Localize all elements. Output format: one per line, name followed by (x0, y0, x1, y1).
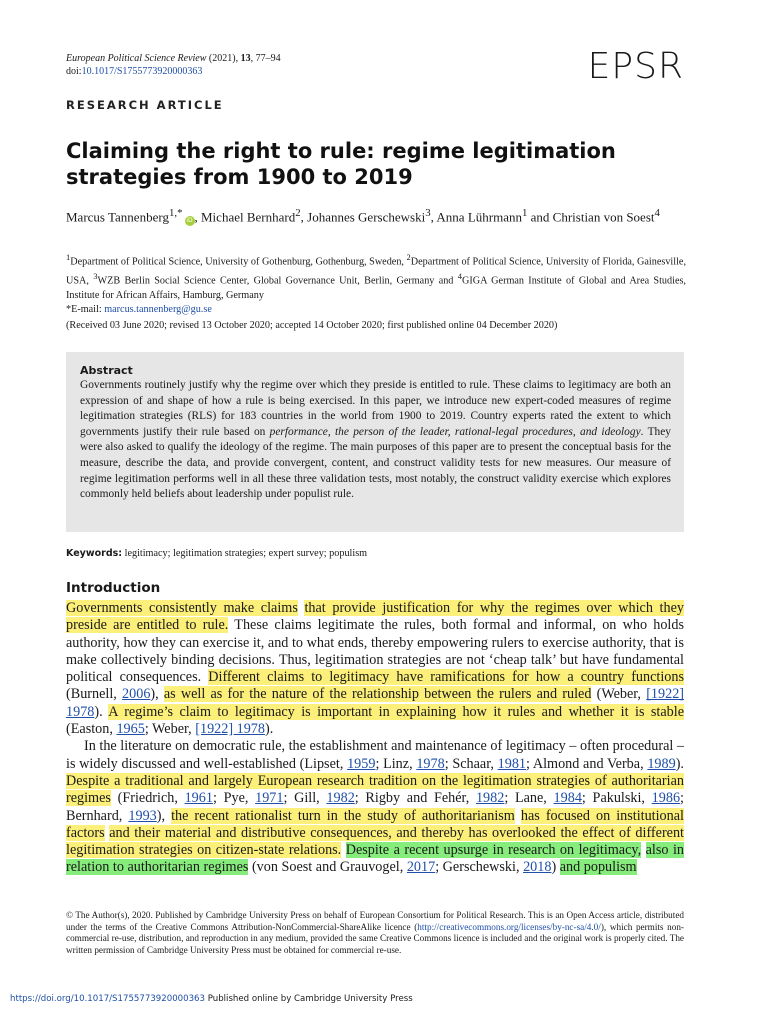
text: ; Linz, (375, 755, 417, 772)
affil-sup: 2 (406, 252, 411, 262)
abstract-italic: performance, the person of the leader, rational-legal procedures, and ideology (269, 425, 641, 438)
journal-citation (66, 52, 281, 78)
author-name: Marcus Tannenberg (66, 209, 169, 225)
journal-logo: EPSR (587, 46, 684, 87)
license-text: © The Author(s), 2020. Published by Cambridge University Press on behalf of European Consortium for Political Research. This is an Open Access article, distributed under the terms of the Creative Commons Attribution-NonCommercial-ShareAlike licence ( (66, 910, 684, 932)
citation-link[interactable]: 1982 (475, 790, 505, 807)
citation-link[interactable]: 1986 (651, 790, 681, 807)
affil-text: Department of Political Science, University of Florida, Gainesville, USA, (66, 256, 686, 287)
text: (Friedrich, (110, 790, 185, 807)
author-name: , Johannes Gerschewski (300, 209, 426, 225)
text: ; Schaar, (444, 755, 498, 772)
license-notice (66, 910, 684, 956)
article-type: RESEARCH ARTICLE (66, 98, 224, 112)
citation-link[interactable]: 1965 (116, 721, 145, 738)
highlight[interactable]: as well as for the nature of the relationship between the rulers and ruled (163, 686, 592, 703)
journal-volume: 13 (240, 53, 251, 64)
keywords-label: Keywords: (66, 548, 123, 559)
license-link[interactable]: http://creativecommons.org/licenses/by-nc-sa/4.0/ (417, 921, 601, 932)
citation-link[interactable]: 1978 (416, 755, 445, 772)
author-sup: 2 (295, 207, 301, 219)
citation-link[interactable]: 2018 (523, 859, 552, 876)
citation-link[interactable]: [1922] 1978 (66, 686, 685, 720)
text: ; Rigby and Fehér, (354, 790, 476, 807)
text: ; Lane, (504, 790, 554, 807)
body-text (66, 600, 684, 877)
paragraph (66, 600, 684, 738)
citation-link[interactable]: 1981 (497, 755, 526, 772)
citation-link[interactable]: 2017 (406, 859, 436, 876)
text (515, 808, 521, 824)
author-name: , Michael Bernhard (194, 209, 296, 225)
author-sup: 1,* (168, 207, 183, 219)
journal-year: (2021), (206, 53, 241, 64)
highlight[interactable]: and their material and distributive consequences, and thereby has overlooked the effect of different legitimation strategies on citizen-state relations. (66, 824, 684, 859)
citation-link[interactable]: [1922] 1978 (195, 721, 265, 738)
text: (Burnell, (66, 686, 123, 703)
page-footer (10, 994, 413, 1004)
text: These claims legitimate the rules, both formal and informal, on who holds authority, how they can exercise it, and to what ends, thereby empowering rulers to exercise authority, that is make collectively binding decisions. Thus, legitimation strategies are not ‘cheap talk’ but have fundamental political consequences. (66, 617, 684, 686)
keywords (66, 548, 367, 559)
text: ; Almond and Verba, (526, 755, 648, 772)
highlight[interactable]: A regime’s claim to legitimacy is important in explaining how it rules and whether it is stable (108, 703, 684, 720)
text: ; Weber, (144, 721, 196, 738)
text: ; Bernhard, (66, 790, 684, 824)
email-link[interactable]: marcus.tannenberg@gu.se (104, 303, 212, 315)
affiliations (66, 250, 686, 317)
highlight[interactable]: has focused on institutional factors (66, 807, 684, 841)
text: ; Gerschewski, (435, 859, 524, 876)
highlight-green[interactable]: Despite a recent upsurge in research on legitimacy, (345, 842, 642, 859)
text: (Easton, (66, 721, 117, 738)
footer-text: Published online by Cambridge University Press (205, 994, 413, 1004)
affil-sup: 4 (457, 271, 462, 282)
highlight[interactable]: the recent rationalist turn in the study of authoritarianism (171, 807, 515, 824)
abstract-part: . They were also asked to qualify the ideology of the regime. The main purposes of this paper are to present the conceptual basis for the measure, describe the data, and provide convergent, content, and construct validity tests for new measures. Our measure of regime legitimation performs well in all these three validation tests, most notably, the construct validity exercise which explores commonly held beliefs about leadership under populist rule. (80, 425, 671, 501)
highlight-green[interactable]: and populism (559, 859, 637, 876)
author-sup: 3 (425, 207, 431, 219)
abstract-part: Governments routinely justify why the regime over which they preside is entitled to rule. These claims to legitimacy are both an expression of and shape of how a rule is being exercised. In this paper, we introduce new expert-coded measures of regime legitimation strategies (RLS) for 183 countries in the world from 1900 to 2019. Country experts rated the extent to which governments justify their rule based on (80, 379, 671, 438)
text: ), (156, 807, 172, 824)
article-title: Claiming the right to rule: regime legitimation strategies from 1900 to 2019 (66, 139, 616, 189)
affil-sup: 3 (93, 271, 98, 282)
highlight[interactable]: Different claims to legitimacy have ramifications for how a country functions (208, 669, 684, 686)
text: ; Pye, (212, 790, 256, 807)
author-sup: 1 (521, 207, 528, 219)
text: ). (265, 721, 274, 738)
text: In the literature on democratic rule, the establishment and maintenance of legitimacy – often procedural – is widely discussed and well-established (Lipset, (66, 738, 684, 772)
citation-link[interactable]: 2006 (122, 686, 151, 703)
author-sup: 4 (654, 207, 660, 219)
orcid-icon[interactable]: iD (186, 217, 193, 225)
text (641, 842, 646, 858)
author-name: , Anna Lührmann (430, 209, 522, 225)
license-text: ), which permits non-commercial re-use, distribution, and reproduction in any medium, provided the same Creative Commons licence is included and the original work is properly cited. The written permission of Cambridge University Press must be obtained for commercial re-use. (66, 921, 684, 955)
citation-link[interactable]: 1959 (347, 755, 376, 772)
highlight[interactable]: Despite a traditional and largely European research tradition on the legitimation strategies of authoritarian regimes (66, 772, 684, 807)
abstract-heading: Abstract (80, 364, 133, 377)
text: ). (675, 755, 684, 772)
paragraph (66, 738, 684, 876)
email-label: *E-mail: (66, 303, 105, 315)
highlight[interactable]: that provide justification for why the regimes over which they preside are entitled to rule. (66, 600, 684, 634)
doi-prefix: doi: (66, 66, 82, 77)
section-heading-introduction: Introduction (66, 580, 161, 596)
text: ; Gill, (283, 790, 327, 807)
keywords-text: legitimacy; legitimation strategies; expert survey; populism (122, 548, 368, 559)
text: ; Pakulski, (581, 790, 652, 807)
citation-link[interactable]: 1993 (128, 807, 157, 824)
text: (Weber, (591, 686, 647, 703)
footer-doi-link[interactable]: https://doi.org/10.1017/S1755773920000363 (10, 994, 205, 1004)
affil-text: Department of Political Science, University of Gothenburg, Gothenburg, Sweden, (70, 256, 407, 268)
journal-pages: , 77–94 (250, 53, 281, 64)
text: ) (551, 859, 560, 876)
text: ), (150, 686, 164, 703)
affil-sup: 1 (66, 252, 71, 262)
text: ). (94, 703, 109, 720)
citation-link[interactable]: 1982 (326, 790, 355, 807)
citation-link[interactable]: 1989 (647, 755, 676, 772)
text: (von Soest and Grauvogel, (248, 859, 407, 876)
citation-link[interactable]: 1961 (184, 790, 213, 807)
citation-link[interactable]: 1984 (553, 790, 582, 807)
highlight[interactable]: Governments consistently make claims (66, 600, 298, 616)
journal-name: European Political Science Review (66, 53, 207, 64)
doi-link[interactable]: 10.1017/S1755773920000363 (81, 66, 203, 77)
affil-text: GIGA German Institute of Global and Area Studies, Institute for African Affairs, Hamburg, Germany (66, 275, 686, 301)
highlight-green[interactable]: also in relation to authoritarian regimes (66, 842, 685, 876)
received-dates: (Received 03 June 2020; revised 13 October 2020; accepted 14 October 2020; first published online 04 December 2020) (66, 320, 558, 331)
abstract-text (80, 378, 671, 503)
doi-line (66, 66, 202, 77)
citation-link[interactable]: 1971 (255, 790, 284, 807)
author-list (66, 205, 686, 226)
author-name: and Christian von Soest (527, 209, 655, 225)
affil-text: WZB Berlin Social Science Center, Global Governance Unit, Berlin, Germany and (97, 275, 458, 287)
